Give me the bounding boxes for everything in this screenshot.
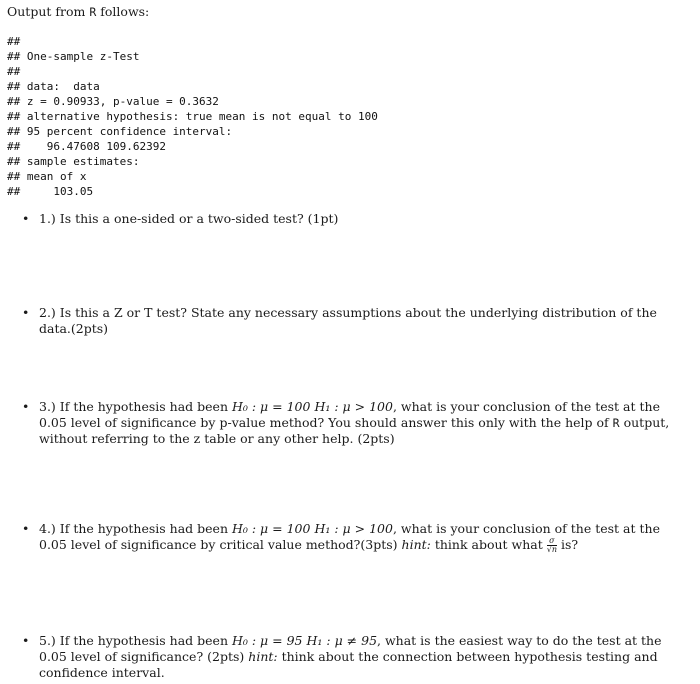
q5-part-a: 5.) If the hypothesis had been (39, 633, 228, 648)
question-4 (22, 521, 690, 554)
question-5-text (39, 633, 690, 681)
question-3-text (39, 399, 690, 447)
q4-part-c: think about what (434, 537, 543, 552)
intro-line (7, 4, 149, 19)
r-output-line: ## alternative hypothesis: true mean is not equal to 100 (7, 110, 378, 123)
r-output-line: ## z = 0.90933, p-value = 0.3632 (7, 95, 219, 108)
q5-hint-label: hint: (248, 649, 278, 664)
intro-suffix: follows: (100, 4, 150, 19)
question-1-text: 1.) Is this a one-sided or a two-sided test? (1pt) (39, 211, 339, 226)
q4-alt-hypothesis: H₁ : μ > 100 (314, 521, 393, 536)
r-output-line: ## (7, 35, 21, 48)
q3-part-a: 3.) If the hypothesis had been (39, 399, 228, 414)
q3-part-b: , what is your conclusion of the test at the 0.05 level of significance by p-value method? You should answer this only with the help of (39, 399, 660, 430)
q4-part-d: is? (561, 537, 579, 552)
question-5 (22, 633, 690, 681)
question-4-text (39, 521, 690, 554)
q3-alt-hypothesis: H₁ : μ > 100 (314, 399, 393, 414)
frac-numerator: σ (547, 537, 557, 546)
q5-part-c: think about the connection between hypothesis testing and confidence interval. (39, 649, 658, 680)
sigma-over-root-n (547, 537, 557, 554)
q5-part-b: , what is the easiest way to do the test at the 0.05 level of significance? (2pts) (39, 633, 662, 664)
q5-null-hypothesis: H₀ : μ = 95 (231, 633, 303, 648)
question-3 (22, 399, 690, 447)
r-output-line: ## (7, 65, 21, 78)
r-output-line: ## One-sample z-Test (7, 50, 140, 63)
question-2 (22, 305, 690, 337)
r-output-line: ## 95 percent confidence interval: (7, 125, 233, 138)
bullet-icon: • (22, 399, 30, 414)
q3-null-hypothesis: H₀ : μ = 100 (231, 399, 311, 414)
question-1 (22, 211, 690, 227)
q4-part-a: 4.) If the hypothesis had been (39, 521, 228, 536)
intro-prefix: Output from (7, 4, 86, 19)
bullet-icon: • (22, 305, 30, 320)
q3-r-label: R (612, 416, 620, 430)
r-output-line: ## 96.47608 109.62392 (7, 140, 166, 153)
q4-hint-label: hint: (401, 537, 431, 552)
r-output-line: ## sample estimates: (7, 155, 140, 168)
r-output-line: ## 103.05 (7, 185, 94, 198)
question-2-text: 2.) Is this a Z or T test? State any necessary assumptions about the underlying distribution of the data.(2pts) (39, 305, 657, 336)
q5-alt-hypothesis: H₁ : μ ≠ 95 (306, 633, 378, 648)
r-output-line: ## mean of x (7, 170, 87, 183)
q4-null-hypothesis: H₀ : μ = 100 (231, 521, 311, 536)
q3-part-c: output, without referring to the z table or any other help. (2pts) (39, 415, 670, 446)
r-output-line: ## data: data (7, 80, 100, 93)
r-label: R (89, 5, 97, 19)
bullet-icon: • (22, 211, 30, 226)
q4-part-b: , what is your conclusion of the test at the 0.05 level of significance by critical value method?(3pts) (39, 521, 660, 552)
bullet-icon: • (22, 521, 30, 536)
bullet-icon: • (22, 633, 30, 648)
frac-denominator: √n (546, 545, 558, 554)
r-output-block (7, 34, 378, 199)
